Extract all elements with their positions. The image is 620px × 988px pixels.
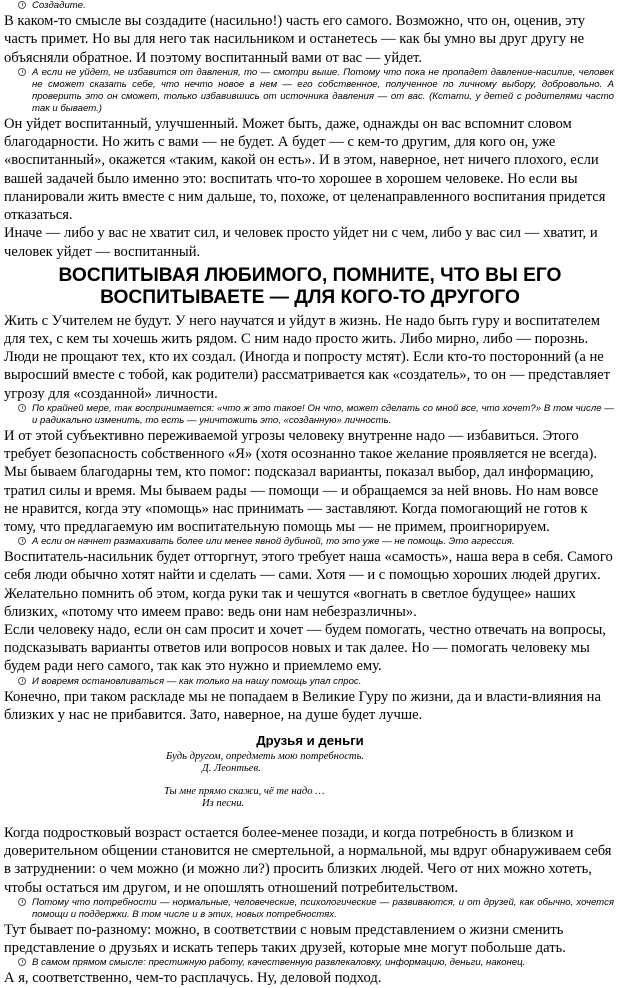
footnote-text: По крайней мере, так воспринимается: «что ж это такое! Он что, может сделать со мной все, что хочет?» В том числе — и радикально изменить, то есть — уничтожить это, «созданную» личность. — [32, 402, 614, 426]
paragraph: Когда подростковый возраст остается более-менее позади, и когда потребность в близком и доверительном общении становится не смертельной, а нормальной, мы вдруг обнаруживаем себя в затруднении: о чем можно (и можно ли?) просить близких людей. Чего от них можно хотеть, чтобы остаться им другом, и не опошлять отношений потребительством. — [4, 824, 612, 896]
note-marker-icon — [18, 404, 26, 412]
note-marker-icon — [18, 537, 26, 545]
paragraph: Мы бываем благодарны тем, кто помог: подсказал варианты, показал выбор, дал информацию, тратил силы и время. Мы бываем рады — помощи — и обращаемся за ней вновь. Но нам вовсе не нравится, когда эту «помощь» нас принимать — заставляют. Когда помогающий не готов к тому, что предлагаемую им воспитательную помощь мы — не примем, проигнорируем. — [4, 464, 599, 535]
footnote-text: А если он начнет размахивать более или менее явной дубиной, то это уже — не помощь. Это агрессия. — [32, 536, 515, 548]
footnote-text: Создадите. — [32, 0, 86, 11]
footnote-text: Потому что потребности — нормальные, человеческие, психологические — развиваются, и от друзей, как обычно, хочется помощи и поддержки. В том числе и в этих, новых потребностях. — [32, 896, 614, 920]
footnote — [0, 403, 620, 427]
epigraph-author: Из песни. — [202, 797, 245, 809]
paragraph: Жить с Учителем не будут. У него научатся и уйдут в жизнь. Не надо быть гуру и воспитателем для тех, с кем ты хочешь жить рядом. С ним надо просто жить. Либо мирно, либо — порознь. — [4, 312, 601, 347]
epigraph-author: Д. Леонтьев. — [202, 763, 261, 775]
footnote — [0, 536, 620, 548]
paragraph: В каком-то смысле вы создадите (насильно!) часть его самого. Возможно, что он, оценив, эту часть примет. Но вы для него так насильником и останетесь — как бы умно вы друг другу не объясняли обратное. И поэтому воспитанный вами от вас — уйдет. — [4, 13, 585, 66]
note-marker-icon — [18, 958, 26, 966]
footnote — [0, 0, 620, 12]
note-marker-icon — [18, 677, 26, 685]
note-marker-icon — [18, 68, 26, 76]
footnote-text: И вовремя остановливаться — как только на нашу помощь упал спрос. — [32, 675, 362, 687]
paragraph: Люди не прощают тех, кто их создал. (Иногда и попросту мстят). Если кто-то посторонний (а не выросший вместе с тобой, как родители) рассматривается как «создатель», то он — представляет угрозу для «созданной» личности. — [4, 349, 610, 402]
note-marker-icon — [18, 898, 26, 906]
paragraph: Иначе — либо у вас не хватит сил, и человек просто уйдет ни с чем, либо у вас сил — хватит, и человек уйдет — воспитанный. — [4, 225, 598, 260]
note-marker-icon — [18, 1, 26, 9]
paragraph: Конечно, при таком раскладе мы не попадаем в Великие Гуру по жизни, да и власти-влияния на близких у нас не прибавится. Зато, наверное, на душе будет лучше. — [4, 688, 601, 723]
chapter-subheading: Друзья и деньги — [256, 733, 364, 749]
section-heading: ВОСПИТЫВАЯ ЛЮБИМОГО, ПОМНИТЕ, ЧТО ВЫ ЕГО ВОСПИТЫВАЕТЕ — ДЛЯ КОГО-ТО ДРУГОГО — [58, 264, 562, 308]
footnote-text: В самом прямом смысле: престижную работу, качественную развлекаловку, информацию, деньги, наконец. — [32, 957, 526, 969]
footnote — [0, 897, 620, 921]
paragraph: Он уйдет воспитанный, улучшенный. Может быть, даже, однажды он вас вспомнит словом благодарности. Но жить с вами — не будет. А будет — с кем-то другим, для кого он, уже «воспитанный», окажется «таким, какой он есть». И в этом, наверное, нет ничего плохого, если вашей задачей было именно это: воспитать что-то хорошее в хорошем человеке. Но если вы планировали жить вместе с ним дальше, то, похоже, от целенаправленного воспитания придется отказаться. — [4, 116, 606, 224]
epigraph-quote: Ты мне прямо скажи, чё те надо … — [164, 785, 325, 797]
paragraph: И от этой субъективно переживаемой угрозы человеку внутренне надо — избавиться. Этого требует безопасность собственного «Я» (хотя осознанно такое желание проявляется не всегда). — [4, 427, 597, 463]
paragraph: Тут бывает по-разному: можно, в соответствии с новым представлением о жизни сменить представление о друзьях и искать теперь таких друзей, которые мне могут побольше дать. — [4, 921, 566, 957]
footnote — [0, 957, 620, 969]
paragraph: А я, соответственно, чем-то расплачусь. Ну, деловой подход. — [4, 970, 382, 987]
paragraph: Воспитатель-насильник будет отторгнут, этого требует наша «самость», наша вера в себя. Самого себя люди обычно хотят найти и сделать — сами. Хотя — и с помощью хороших людей других. Желательно помнить об этом, когда руки так и чешутся «вогнать в светлое будущее» наших близких, «потому что имеем право: ведь они нам небезразличны». — [4, 549, 613, 620]
paragraph: Если человеку надо, если он сам просит и хочет — будем помогать, честно отвечать на вопросы, подсказывать варианты ответов или вопросов новых и так далее. Но — помогать человеку мы будем ради него самого, так как это нужно и приемлемо ему. — [4, 622, 606, 675]
footnote — [0, 676, 620, 688]
footnote-text: А если не уйдет, не избавится от давления, то — смотри выше. Потому что пока не пропадет давление-насилие, человек не сможет сказать себе, что нечто новое в нем — его собственное, полученное по личному выбору, добровольно. А проверить это он сможет, только избавившись от источника давления — от вас. (Кстати, у детей с родителями часто так и бывает.) — [32, 66, 614, 114]
footnote — [0, 67, 620, 115]
epigraph-quote: Будь другом, опредметь мою потребность. — [166, 751, 365, 763]
